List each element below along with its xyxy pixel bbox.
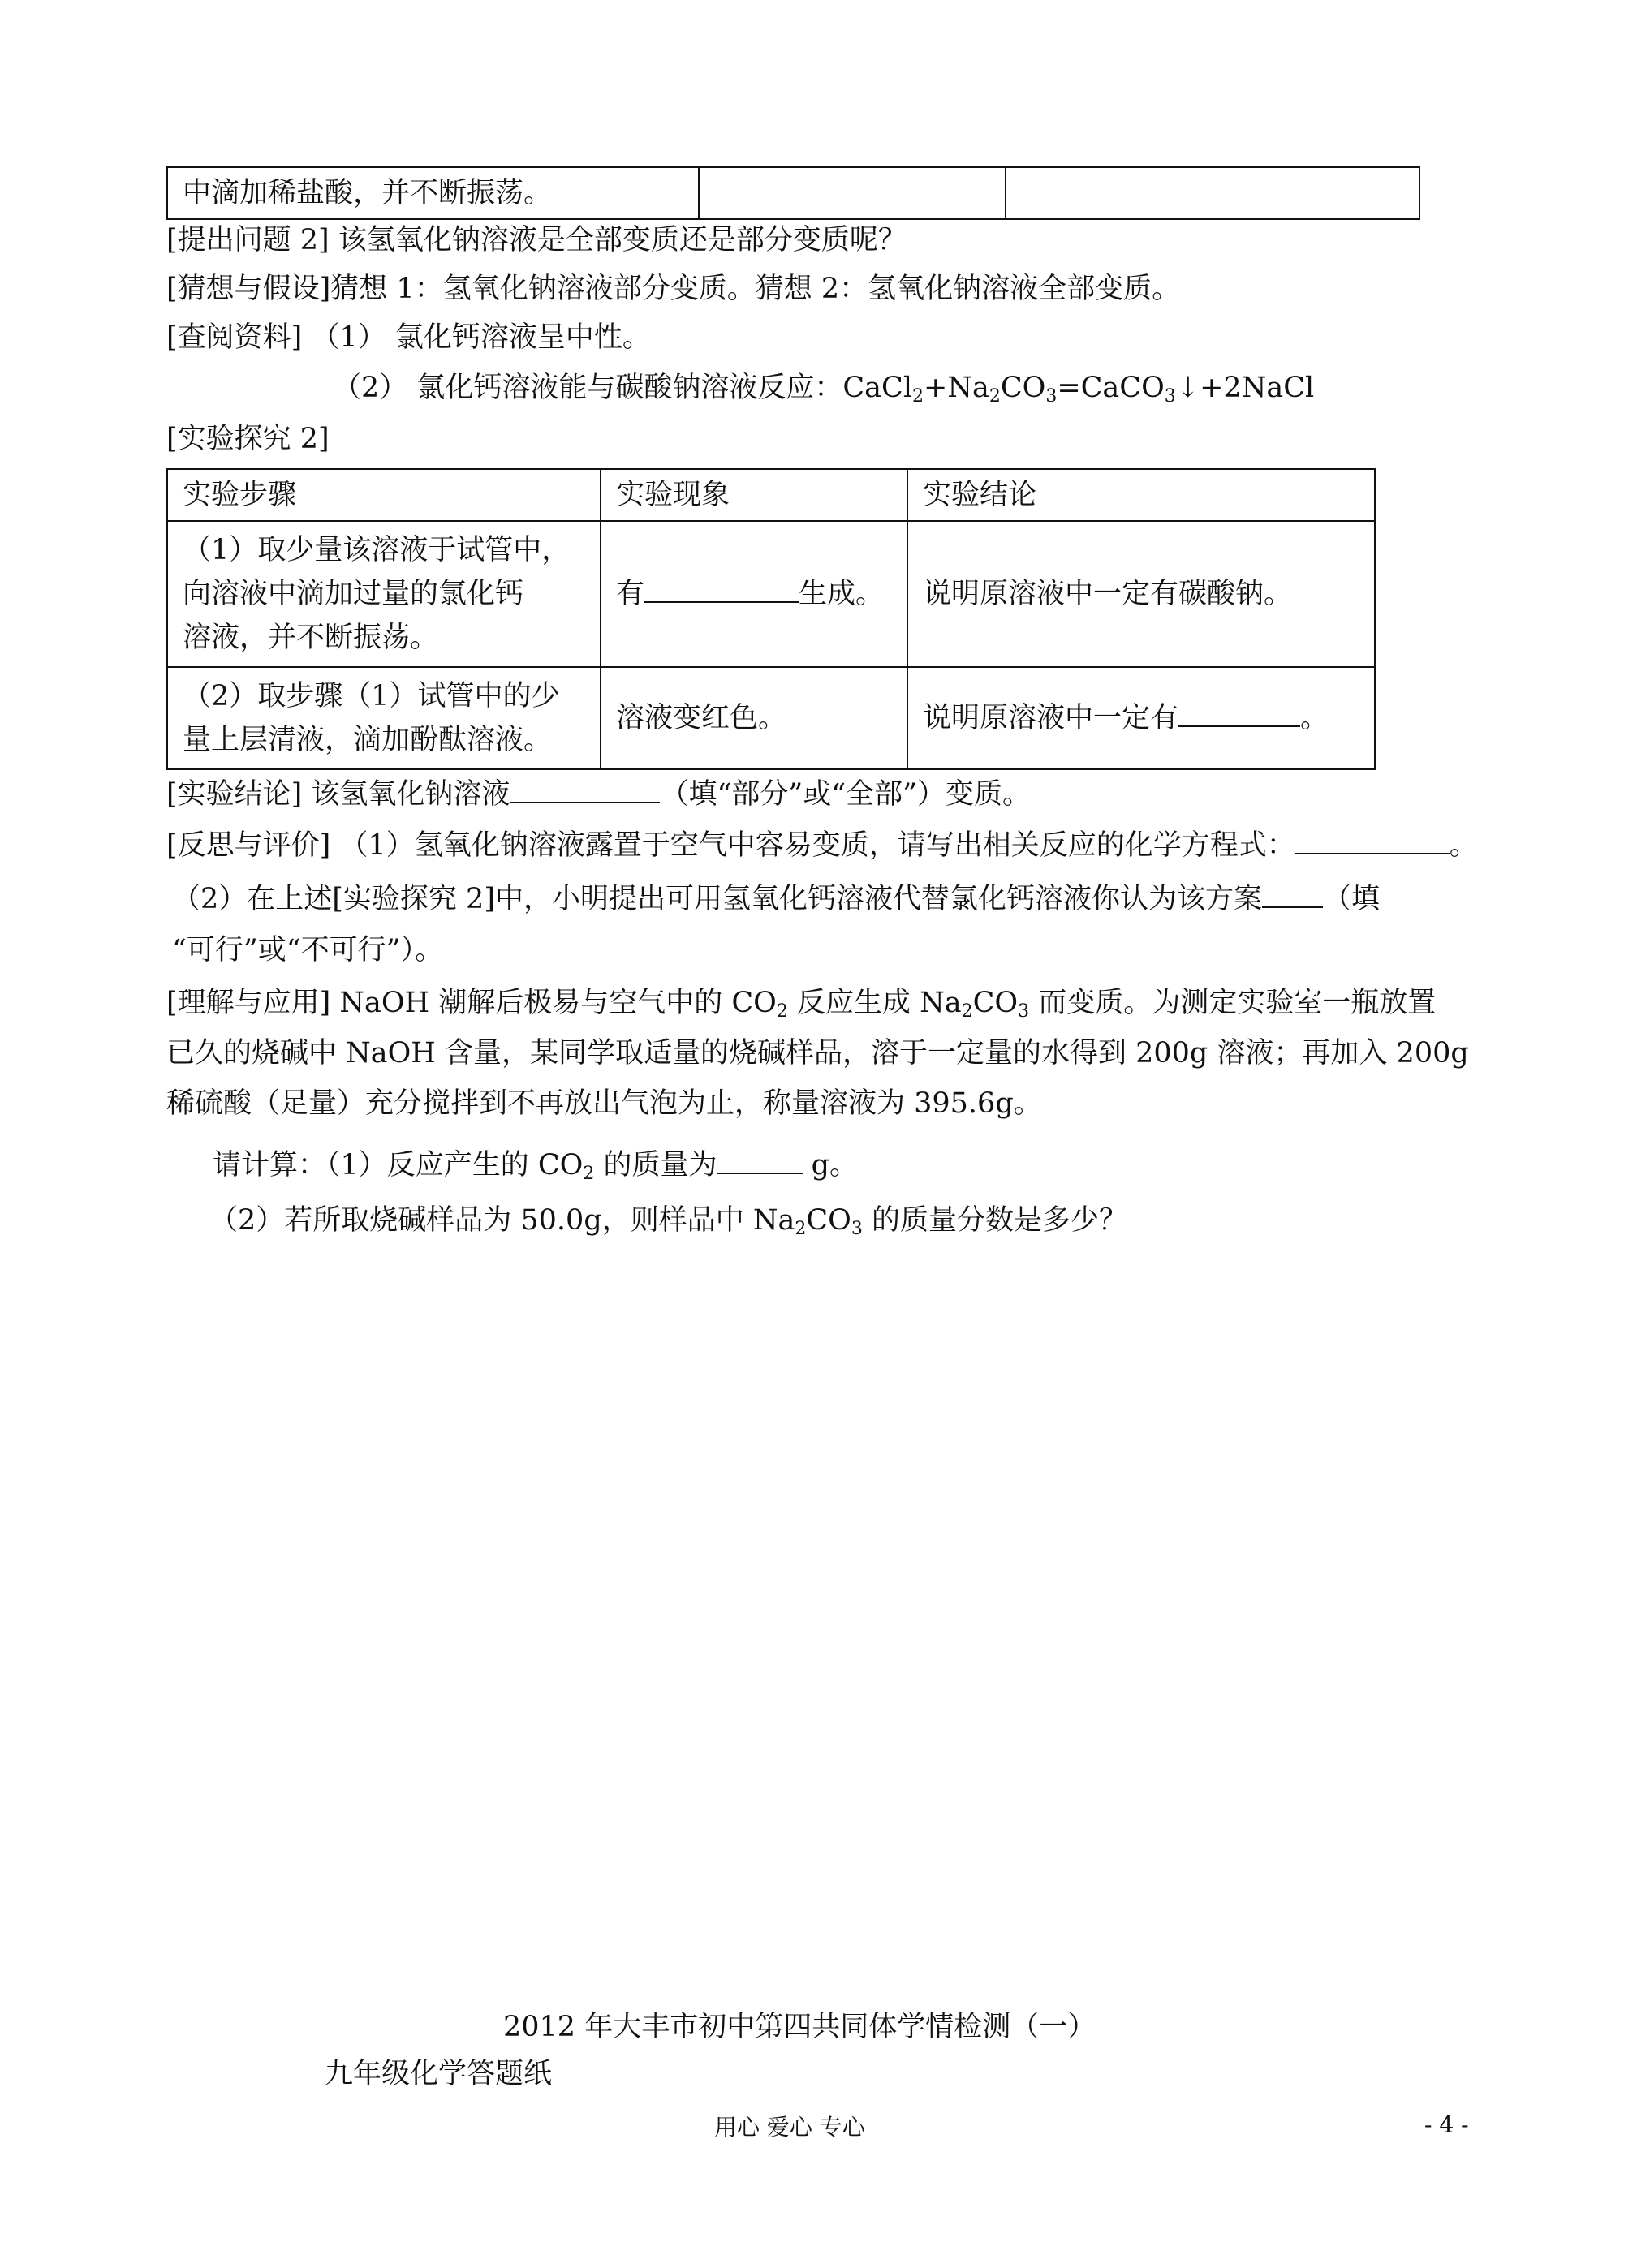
answer-sheet-title: 九年级化学答题纸 bbox=[325, 2058, 553, 2090]
table-row bbox=[167, 167, 1419, 219]
table-row bbox=[167, 521, 1375, 667]
header-phenomenon: 实验现象 bbox=[601, 469, 907, 521]
table-cell: 中滴加稀盐酸，并不断振荡。 bbox=[167, 167, 699, 219]
reflection-2: （2）在上述[实验探究 2]中，小明提出可用氢氧化钙溶液代替氯化钙溶液你认为该方案 （填 bbox=[172, 883, 1380, 915]
hypothesis: [猜想与假设]猜想 1：氢氧化钠溶液部分变质。猜想 2：氢氧化钠溶液全部变质。 bbox=[166, 273, 1181, 305]
table-header-row bbox=[167, 469, 1375, 521]
answer-blank[interactable] bbox=[644, 579, 799, 603]
table-cell bbox=[699, 167, 1006, 219]
calculation-2: （2）若所取烧碱样品为 50.0g，则样品中 $Na_2CO_3$ 的质量分数是多少？ bbox=[209, 1204, 1127, 1239]
phenomenon-cell: 溶液变红色。 bbox=[601, 667, 907, 769]
answer-blank[interactable] bbox=[1262, 884, 1323, 908]
step-cell: （1）取少量该溶液于试管中， 向溶液中滴加过量的氯化钙 溶液，并不断振荡。 bbox=[167, 521, 601, 667]
step-cell: （2）取步骤（1）试管中的少 量上层清液，滴加酚酞溶液。 bbox=[167, 667, 601, 769]
experiment-table bbox=[166, 468, 1376, 770]
answer-blank[interactable] bbox=[510, 779, 660, 803]
application-2: 已久的烧碱中 NaOH 含量，某同学取适量的烧碱样品，溶于一定量的水得到 200g 溶液；再加入 200g bbox=[166, 1037, 1469, 1069]
calculation-1: 请计算：（1）反应产生的 $CO_2$ 的质量为 g。 bbox=[213, 1149, 859, 1184]
motto: 用心 爱心 专心 bbox=[714, 2114, 865, 2141]
reference-2: （2） 氯化钙溶液能与碳酸钠溶液反应：$CaCl_2+Na_2CO_3=CaCO_3↓+2NaCl$ bbox=[333, 372, 1315, 407]
answer-blank[interactable] bbox=[1178, 703, 1300, 727]
conclusion-cell: 说明原溶液中一定有 。 bbox=[907, 667, 1375, 769]
application-1: [理解与应用] NaOH 潮解后极易与空气中的 $CO_2$ 反应生成 $Na_2CO_3$ 而变质。为测定实验室一瓶放置 bbox=[166, 987, 1437, 1022]
exam-title: 2012 年大丰市初中第四共同体学情检测（一） bbox=[503, 2011, 1096, 2043]
reflection-2-cont: “可行”或“不可行”）。 bbox=[172, 934, 444, 966]
top-table bbox=[166, 166, 1420, 220]
reflection-1: [反思与评价] （1）氢氧化钠溶液露置于空气中容易变质，请写出相关反应的化学方程式： 。 bbox=[166, 829, 1478, 862]
answer-blank[interactable] bbox=[1295, 830, 1450, 854]
experiment-2-title: [实验探究 2] bbox=[166, 423, 330, 455]
reference-1: [查阅资料] （1） 氯化钙溶液呈中性。 bbox=[166, 321, 651, 354]
answer-blank[interactable] bbox=[717, 1150, 803, 1174]
table-row bbox=[167, 667, 1375, 769]
header-conclusion: 实验结论 bbox=[907, 469, 1375, 521]
page-number: - 4 - bbox=[1424, 2111, 1469, 2138]
application-3: 稀硫酸（足量）充分搅拌到不再放出气泡为止，称量溶液为 395.6g。 bbox=[166, 1087, 1042, 1120]
table-cell bbox=[1006, 167, 1419, 219]
experiment-conclusion: [实验结论] 该氢氧化钠溶液 （填“部分”或“全部”）变质。 bbox=[166, 778, 1032, 811]
phenomenon-cell: 有 生成。 bbox=[601, 521, 907, 667]
question-2: [提出问题 2] 该氢氧化钠溶液是全部变质还是部分变质呢？ bbox=[166, 224, 907, 256]
conclusion-cell: 说明原溶液中一定有碳酸钠。 bbox=[907, 521, 1375, 667]
header-step: 实验步骤 bbox=[167, 469, 601, 521]
